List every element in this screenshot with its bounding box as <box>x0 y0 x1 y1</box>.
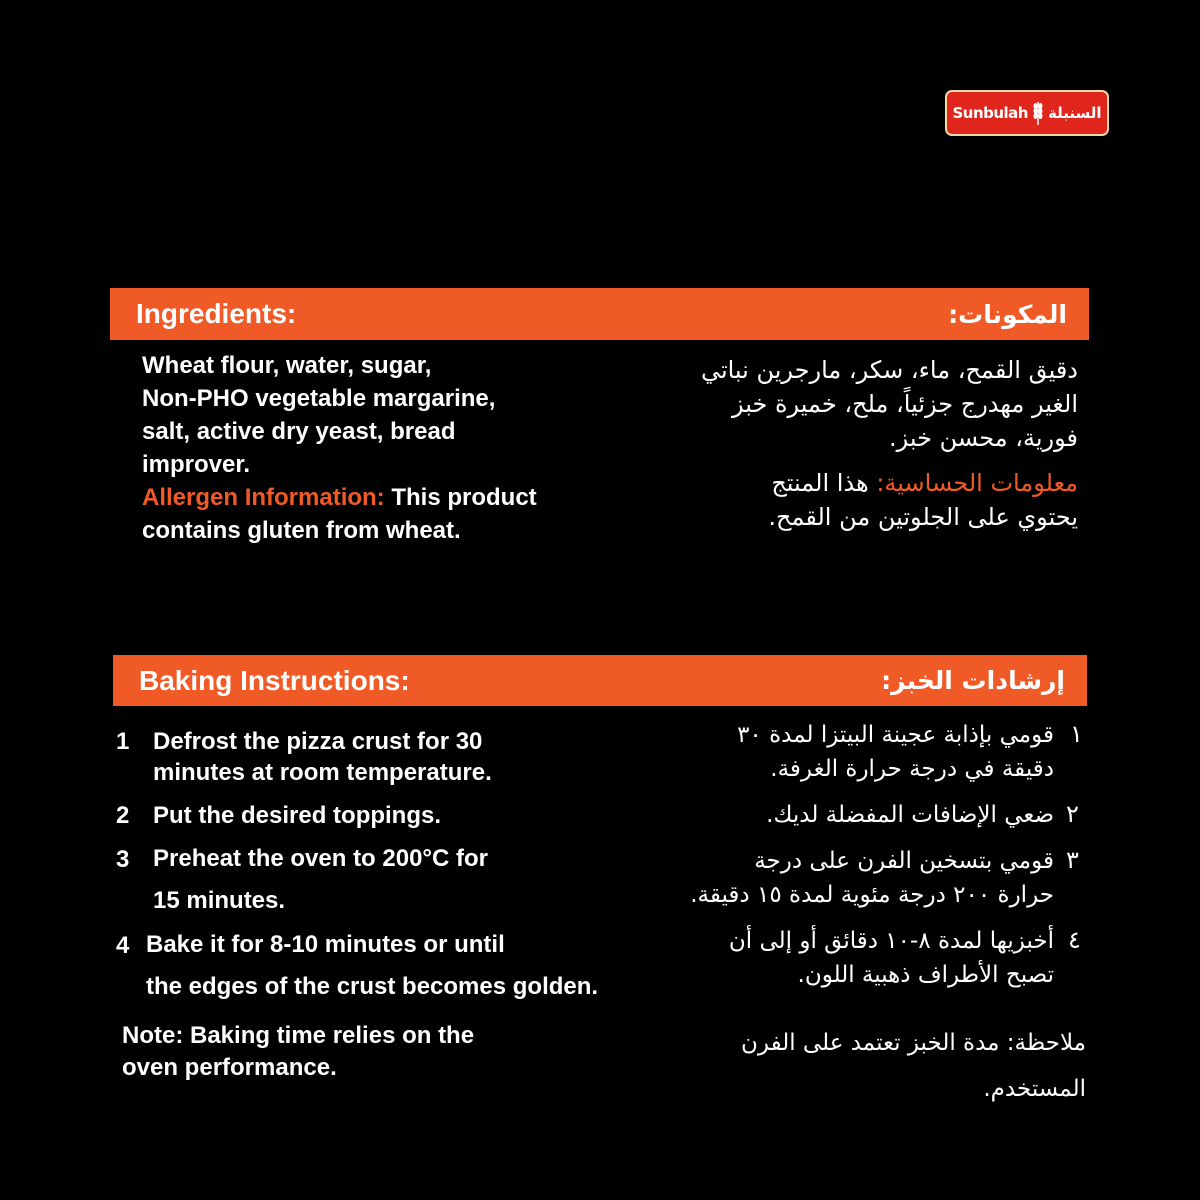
ingredients-line: improver. <box>142 451 251 478</box>
ingredients-line-ar: دقيق القمح، ماء، سكر، مارجرين نباتي <box>700 356 1078 384</box>
step-number-ar: ١ <box>1070 720 1083 748</box>
ingredients-line-ar: الغير مهدرج جزئياً، ملح، خميرة خبز <box>732 390 1078 418</box>
step-number-en: 3 <box>116 846 130 873</box>
note-en <box>122 1020 474 1084</box>
step-text-en <box>153 726 492 788</box>
allergen-text-ar <box>578 466 1078 534</box>
allergen-label-ar: معلومات الحساسية: <box>876 469 1078 497</box>
ingredients-text-en <box>142 349 612 547</box>
step-line: Bake it for 8-10 minutes or until <box>146 931 505 958</box>
step-line: Preheat the oven to 200°C for <box>153 845 489 872</box>
step-line: Defrost the pizza crust for 30 <box>153 728 483 755</box>
ingredients-title-ar: المكونات: <box>948 299 1067 329</box>
step-line-ar: تصبح الأطراف ذهبية اللون. <box>797 962 1054 988</box>
ingredients-line: salt, active dry yeast, bread <box>142 418 456 445</box>
allergen-label-en: Allergen Information: <box>142 484 385 511</box>
step-text-en <box>153 800 441 831</box>
brand-name-en: Sunbulah <box>952 104 1028 122</box>
step-line-ar: حرارة ٢٠٠ درجة مئوية لمدة ١٥ دقيقة. <box>690 882 1054 908</box>
note-ar <box>566 1020 1086 1112</box>
step-text-en <box>146 924 598 1008</box>
note-line: Note: Baking time relies on the <box>122 1022 475 1049</box>
brand-logo <box>945 90 1109 136</box>
note-line-ar: المستخدم. <box>983 1076 1086 1102</box>
baking-title-ar: إرشادات الخبز: <box>881 666 1065 695</box>
ingredients-line: Non-PHO vegetable margarine, <box>142 385 496 412</box>
step-number-ar: ٤ <box>1068 926 1081 954</box>
wheat-icon <box>1032 100 1044 126</box>
allergen-line-ar <box>578 466 1078 500</box>
step-line: 15 minutes. <box>153 887 286 914</box>
step-number-ar: ٢ <box>1066 800 1079 828</box>
ingredients-header <box>110 288 1089 340</box>
step-text-en <box>153 838 488 922</box>
allergen-text-en: This product <box>384 484 537 511</box>
step-number-en: 1 <box>116 728 130 755</box>
ingredients-line: Wheat flour, water, sugar, <box>142 352 432 379</box>
allergen-line-en-2: contains gluten from wheat. <box>142 517 461 544</box>
step-line-ar: ضعي الإضافات المفضلة لديك. <box>766 802 1054 828</box>
step-number-ar: ٣ <box>1066 846 1079 874</box>
allergen-line-ar-2: يحتوي على الجلوتين من القمح. <box>768 503 1078 531</box>
step-number-en: 4 <box>116 932 130 959</box>
step-line-ar: قومي بتسخين الفرن على درجة <box>754 848 1054 874</box>
step-line-ar: أخبزيها لمدة ٨-١٠ دقائق أو إلى أن <box>728 928 1054 954</box>
step-line: Put the desired toppings. <box>153 802 442 829</box>
step-number-en: 2 <box>116 802 130 829</box>
step-text-ar <box>574 844 1054 912</box>
step-line-ar: قومي بإذابة عجينة البيتزا لمدة ٣٠ <box>737 722 1054 748</box>
ingredients-text-ar <box>578 353 1078 455</box>
ingredients-title-en: Ingredients: <box>136 298 297 329</box>
allergen-line-en <box>142 481 612 514</box>
note-line-ar: ملاحظة: مدة الخبز تعتمد على الفرن <box>740 1030 1086 1056</box>
ingredients-line-ar: فورية، محسن خبز. <box>889 424 1078 452</box>
step-text-ar <box>594 798 1054 832</box>
baking-title-en: Baking Instructions: <box>139 664 410 696</box>
step-line: the edges of the crust becomes golden. <box>146 973 599 1000</box>
note-line: oven performance. <box>122 1054 337 1081</box>
step-line-ar: دقيقة في درجة حرارة الغرفة. <box>770 756 1054 782</box>
step-line: minutes at room temperature. <box>153 759 492 786</box>
step-text-ar <box>574 924 1054 992</box>
brand-name-ar: السنبلة <box>1048 104 1102 122</box>
allergen-text-ar-1: هذا المنتج <box>771 469 877 497</box>
baking-header <box>113 655 1087 706</box>
step-text-ar <box>594 718 1054 786</box>
